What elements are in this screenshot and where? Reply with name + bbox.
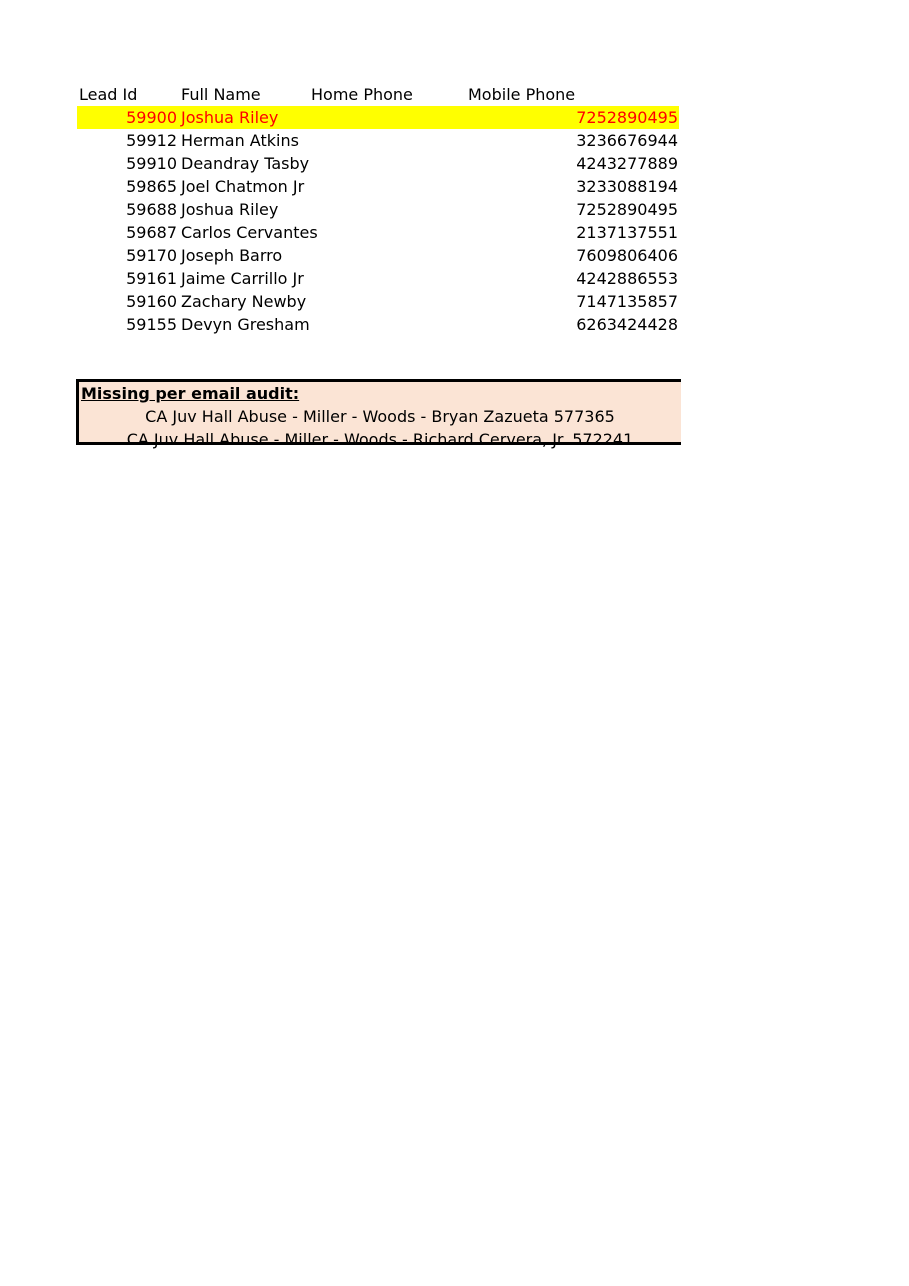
full-name-cell[interactable]: Joel Chatmon Jr [181, 177, 305, 196]
full-name-cell[interactable]: Herman Atkins [181, 131, 299, 150]
mobile-phone-cell[interactable]: 3233088194 [576, 177, 678, 196]
mobile-phone-cell[interactable]: 3236676944 [576, 131, 678, 150]
full-name-cell[interactable]: Deandray Tasby [181, 154, 310, 173]
home-phone-cell[interactable] [311, 152, 468, 175]
lead-id-cell[interactable]: 59687 [126, 223, 177, 242]
full-name-cell[interactable]: Joshua Riley [181, 200, 279, 219]
full-name-cell[interactable]: Joshua Riley [181, 108, 279, 127]
table-row [77, 267, 679, 290]
header-mobile-phone[interactable]: Mobile Phone [468, 85, 576, 104]
full-name-cell[interactable]: Joseph Barro [181, 246, 283, 265]
lead-id-cell[interactable]: 59865 [126, 177, 177, 196]
mobile-phone-cell[interactable]: 6263424428 [576, 315, 678, 334]
full-name-cell[interactable]: Carlos Cervantes [181, 223, 318, 242]
table-row [77, 175, 679, 198]
mobile-phone-cell[interactable]: 7252890495 [576, 108, 678, 127]
full-name-cell[interactable]: Devyn Gresham [181, 315, 310, 334]
table-header [77, 83, 679, 106]
audit-line[interactable]: CA Juv Hall Abuse - Miller - Woods - Richard Cervera, Jr. 572241 [126, 430, 634, 449]
lead-id-cell[interactable]: 59900 [126, 108, 177, 127]
home-phone-cell[interactable] [311, 221, 468, 244]
table-row [77, 221, 679, 244]
mobile-phone-cell[interactable]: 2137137551 [576, 223, 678, 242]
home-phone-cell[interactable] [311, 313, 468, 336]
table-row [77, 244, 679, 267]
mobile-phone-cell[interactable]: 7147135857 [576, 292, 678, 311]
lead-id-cell[interactable]: 59910 [126, 154, 177, 173]
lead-id-cell[interactable]: 59688 [126, 200, 177, 219]
lead-id-cell[interactable]: 59170 [126, 246, 177, 265]
home-phone-cell[interactable] [311, 267, 468, 290]
mobile-phone-cell[interactable]: 4242886553 [576, 269, 678, 288]
mobile-phone-cell[interactable]: 7252890495 [576, 200, 678, 219]
home-phone-cell[interactable] [311, 175, 468, 198]
home-phone-cell[interactable] [311, 290, 468, 313]
header-full-name[interactable]: Full Name [181, 85, 261, 104]
audit-line[interactable]: CA Juv Hall Abuse - Miller - Woods - Bryan Zazueta 577365 [145, 407, 615, 426]
home-phone-cell[interactable] [311, 198, 468, 221]
table-row [77, 129, 679, 152]
home-phone-cell[interactable] [311, 106, 468, 129]
table-row [77, 106, 679, 129]
table-row [77, 198, 679, 221]
home-phone-cell[interactable] [311, 244, 468, 267]
lead-id-cell[interactable]: 59912 [126, 131, 177, 150]
home-phone-cell[interactable] [311, 129, 468, 152]
mobile-phone-cell[interactable]: 4243277889 [576, 154, 678, 173]
full-name-cell[interactable]: Jaime Carrillo Jr [181, 269, 304, 288]
header-lead-id[interactable]: Lead Id [79, 85, 138, 104]
lead-id-cell[interactable]: 59160 [126, 292, 177, 311]
mobile-phone-cell[interactable]: 7609806406 [576, 246, 678, 265]
table-row [77, 313, 679, 336]
header-home-phone[interactable]: Home Phone [311, 85, 413, 104]
table-row [77, 152, 679, 175]
audit-title[interactable]: Missing per email audit: [81, 384, 300, 403]
full-name-cell[interactable]: Zachary Newby [181, 292, 307, 311]
missing-audit-box [76, 379, 681, 449]
lead-id-cell[interactable]: 59161 [126, 269, 177, 288]
table-row [77, 290, 679, 313]
lead-id-cell[interactable]: 59155 [126, 315, 177, 334]
